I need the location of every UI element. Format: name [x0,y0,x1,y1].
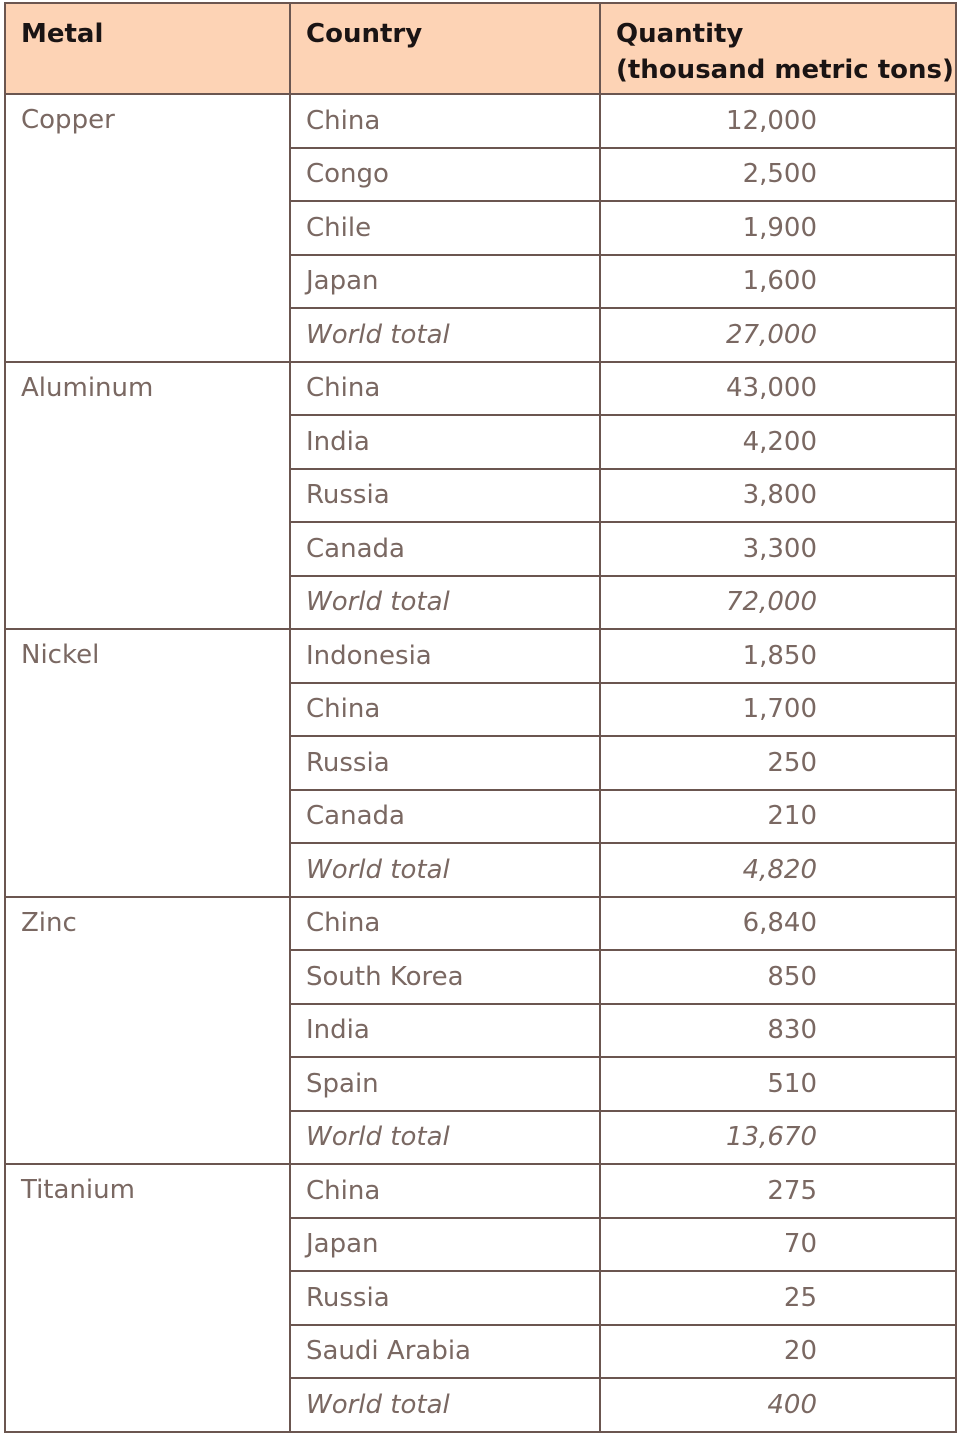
header-quantity-unit: (thousand metric tons) [616,55,954,85]
quantity-cell: 830 [600,1004,956,1058]
table-row [5,1164,956,1218]
quantity-cell: 3,300 [600,522,956,576]
quantity-cell: 1,700 [600,683,956,737]
metal-cell: Copper [5,94,290,362]
header-row [5,3,956,94]
table-row [5,897,956,951]
country-cell: Russia [290,1271,600,1325]
country-cell: China [290,683,600,737]
table-row [5,629,956,683]
quantity-cell: 6,840 [600,897,956,951]
quantity-cell: 12,000 [600,94,956,148]
country-cell: Indonesia [290,629,600,683]
quantity-cell: 4,200 [600,415,956,469]
quantity-cell: 70 [600,1218,956,1272]
country-cell: China [290,94,600,148]
country-cell: World total [290,576,600,630]
quantity-cell: 1,850 [600,629,956,683]
country-cell: China [290,1164,600,1218]
country-cell: China [290,362,600,416]
quantity-cell: 850 [600,950,956,1004]
quantity-cell: 1,900 [600,201,956,255]
quantity-cell: 27,000 [600,308,956,362]
table-body [5,94,956,1432]
country-cell: World total [290,1378,600,1432]
metal-cell: Nickel [5,629,290,897]
country-cell: Spain [290,1057,600,1111]
quantity-cell: 510 [600,1057,956,1111]
country-cell: Russia [290,736,600,790]
quantity-cell: 400 [600,1378,956,1432]
quantity-cell: 250 [600,736,956,790]
country-cell: Canada [290,790,600,844]
metal-production-table [4,2,957,1433]
country-cell: Russia [290,469,600,523]
country-cell: Canada [290,522,600,576]
country-cell: Chile [290,201,600,255]
country-cell: Saudi Arabia [290,1325,600,1379]
country-cell: World total [290,308,600,362]
metal-cell: Titanium [5,1164,290,1432]
country-cell: Japan [290,255,600,309]
header-country: Country [290,3,600,94]
quantity-cell: 1,600 [600,255,956,309]
header-metal: Metal [5,3,290,94]
country-cell: Japan [290,1218,600,1272]
country-cell: Congo [290,148,600,202]
country-cell: World total [290,843,600,897]
table-row [5,94,956,148]
quantity-cell: 210 [600,790,956,844]
quantity-cell: 25 [600,1271,956,1325]
quantity-cell: 13,670 [600,1111,956,1165]
country-cell: China [290,897,600,951]
quantity-cell: 20 [600,1325,956,1379]
quantity-cell: 72,000 [600,576,956,630]
table-row [5,362,956,416]
quantity-cell: 43,000 [600,362,956,416]
header-quantity [600,3,956,94]
header-quantity-title: Quantity [616,19,744,49]
country-cell: India [290,415,600,469]
quantity-cell: 4,820 [600,843,956,897]
country-cell: World total [290,1111,600,1165]
metal-cell: Aluminum [5,362,290,630]
country-cell: South Korea [290,950,600,1004]
metal-cell: Zinc [5,897,290,1165]
quantity-cell: 3,800 [600,469,956,523]
quantity-cell: 275 [600,1164,956,1218]
country-cell: India [290,1004,600,1058]
quantity-cell: 2,500 [600,148,956,202]
